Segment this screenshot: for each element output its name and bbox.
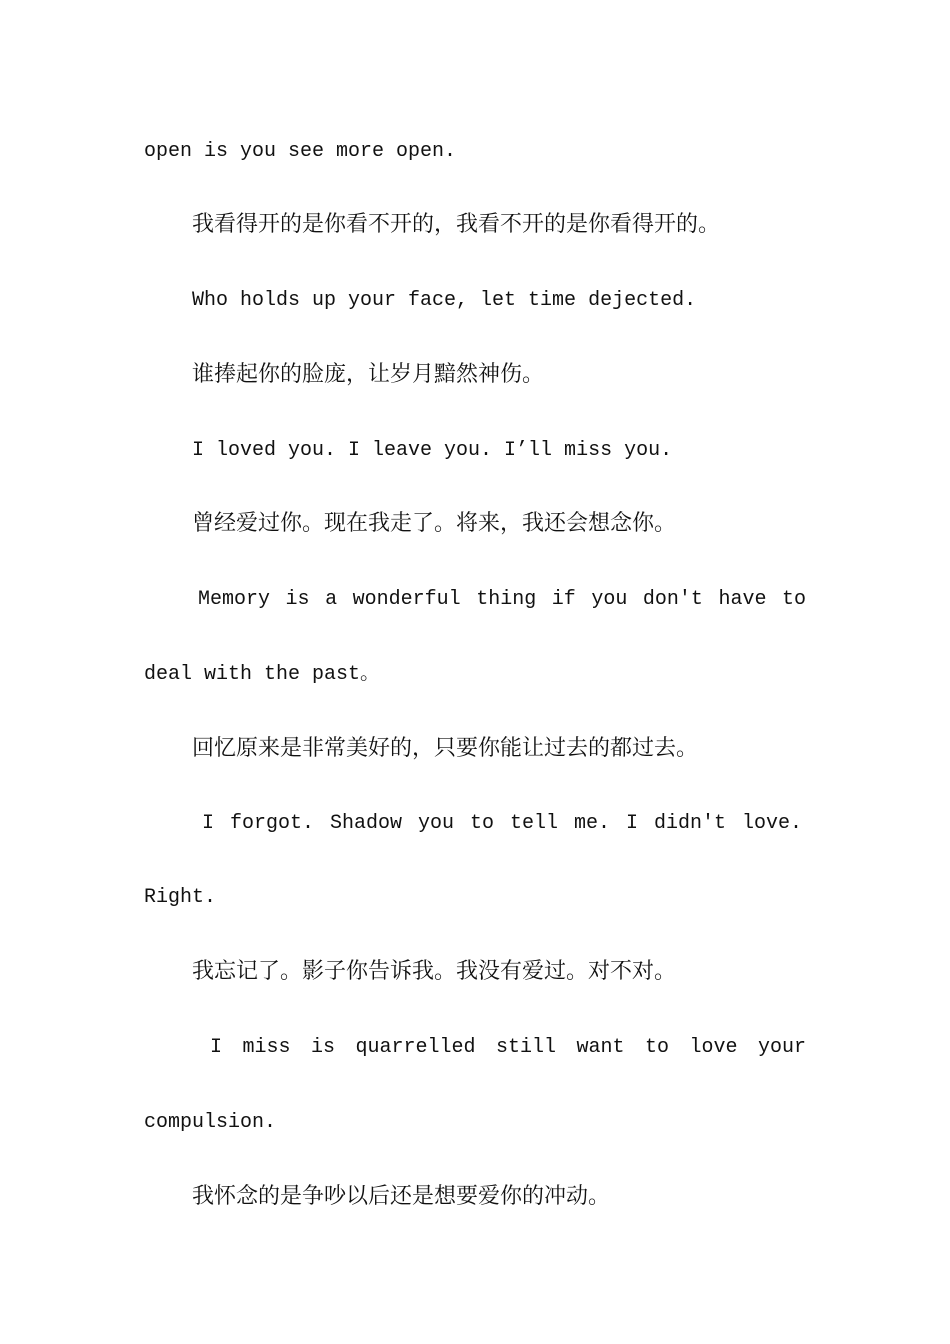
text-line-4: 谁捧起你的脸庞，让岁月黯然神伤。	[192, 362, 545, 387]
text-line-9: 回忆原来是非常美好的，只要你能让过去的都过去。	[192, 736, 699, 761]
text-line-3: Who holds up your face, let time dejected.	[192, 289, 697, 312]
text-line-7: Memory is a wonderful thing if you don't have to	[198, 588, 806, 611]
text-line-10: I forgot. Shadow you to tell me. I didn't love.	[202, 812, 802, 835]
text-line-6: 曾经爱过你。现在我走了。将来，我还会想念你。	[192, 511, 677, 536]
text-line-5: I loved you. I leave you. I’ll miss you.	[192, 439, 673, 462]
text-line-8: deal with the past。	[144, 663, 381, 686]
text-line-14: compulsion.	[144, 1111, 277, 1134]
text-line-2: 我看得开的是你看不开的，我看不开的是你看得开的。	[192, 212, 721, 237]
text-line-12: 我忘记了。影子你告诉我。我没有爱过。对不对。	[192, 959, 677, 984]
text-line-11: Right.	[144, 886, 217, 909]
text-line-1: open is you see more open.	[144, 140, 457, 163]
text-line-13: I miss is quarrelled still want to love your	[210, 1036, 806, 1059]
text-line-15: 我怀念的是争吵以后还是想要爱你的冲动。	[192, 1184, 611, 1209]
